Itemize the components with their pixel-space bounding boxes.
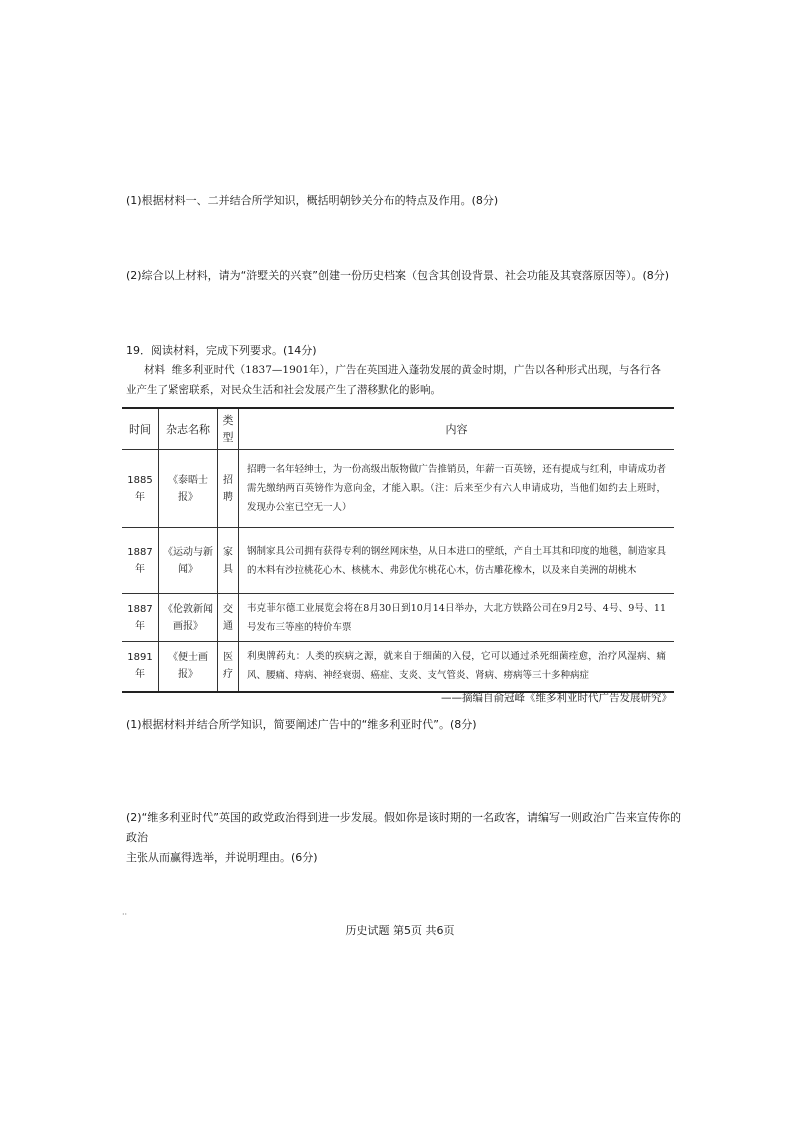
question-19-2-line-2: 主张从而赢得选举，并说明理由。(6分) xyxy=(126,851,318,864)
question-19-2-line-1: (2)“维多利亚时代”英国的政党政治得到进一步发展。假如你是该时期的一名政客，请编写一则政治广告来宣传你的政治 xyxy=(126,811,681,844)
cell-year: 1887年 xyxy=(122,594,159,642)
cell-magazine: 《伦敦新闻画报》 xyxy=(159,594,218,642)
question-19-1: (1)根据材料并结合所学知识，简要阐述广告中的“维多利亚时代”。(8分) xyxy=(126,718,477,731)
material-label: 材料 xyxy=(144,364,165,376)
cell-year: 1891年 xyxy=(122,642,159,692)
cell-magazine: 《便士画报》 xyxy=(159,642,218,692)
cell-content: 招聘一名年轻绅士，为一份高级出版物做广告推销员，年薪一百英镑，还有提成与红利，申请成功者需先缴纳两百英镑作为意向金，才能入职。（注：后来至少有六人申请成功，当他们如约去上班时，发现办公室已空无一人） xyxy=(239,450,675,528)
question-19-2 xyxy=(126,808,686,868)
question-19-material xyxy=(126,360,676,400)
advertisement-table xyxy=(122,407,674,693)
cell-year: 1887年 xyxy=(122,528,159,594)
cell-content: 利奥牌药丸：人类的疾病之源，就来自于细菌的入侵，它可以通过杀死细菌痊愈，治疗风湿病、痛风、腰痛、痔病、神经衰弱、癌症、支炎、支气管炎、肾病、痨病等三十多种病症 xyxy=(239,642,675,692)
header-type: 类型 xyxy=(218,408,239,450)
cell-type: 交通 xyxy=(218,594,239,642)
cell-type: 医疗 xyxy=(218,642,239,692)
cell-magazine: 《运动与新闻》 xyxy=(159,528,218,594)
table-source: ——摘编自俞冠峰《维多利亚时代广告发展研究》 xyxy=(441,692,672,704)
scan-mark: ·· xyxy=(122,910,128,919)
header-content: 内容 xyxy=(239,408,675,450)
header-time: 时间 xyxy=(122,408,159,450)
table-row xyxy=(122,528,674,594)
cell-year: 1885年 xyxy=(122,450,159,528)
header-magazine: 杂志名称 xyxy=(159,408,218,450)
page-footer: 历史试题 第5页 共6页 xyxy=(345,924,455,937)
question-19-title: 19．阅读材料，完成下列要求。(14分) xyxy=(126,344,317,357)
table-row xyxy=(122,594,674,642)
table-row xyxy=(122,642,674,692)
question-18-1: (1)根据材料一、二并结合所学知识，概括明朝钞关分布的特点及作用。(8分) xyxy=(126,194,499,207)
cell-content: 钢制家具公司拥有获得专利的钢丝网床垫，从日本进口的壁纸，产自土耳其和印度的地毯，制造家具的木料有沙拉桃花心木、核桃木、弗彭优尔桃花心木，仿古雕花橡木，以及来自美洲的胡桃木 xyxy=(239,528,675,594)
table-header-row xyxy=(122,408,674,450)
question-18-2: (2)综合以上材料，请为“浒墅关的兴衰”创建一份历史档案（包含其创设背景、社会功能及其衰落原因等）。(8分) xyxy=(126,269,670,282)
cell-type: 家具 xyxy=(218,528,239,594)
table-row xyxy=(122,450,674,528)
cell-magazine: 《泰晤士报》 xyxy=(159,450,218,528)
material-line-2: 业产生了紧密联系，对民众生活和社会发展产生了潜移默化的影响。 xyxy=(126,384,441,396)
cell-type: 招聘 xyxy=(218,450,239,528)
cell-content: 韦克菲尔德工业展览会将在8月30日到10月14日举办，大北方铁路公司在9月2号、4号、9号、11号发布三等座的特价车票 xyxy=(239,594,675,642)
material-text-1: 维多利亚时代（1837—1901年），广告在英国进入蓬勃发展的黄金时期，广告以各种形式出现，与各行各 xyxy=(171,364,661,376)
material-line-1 xyxy=(126,360,676,380)
